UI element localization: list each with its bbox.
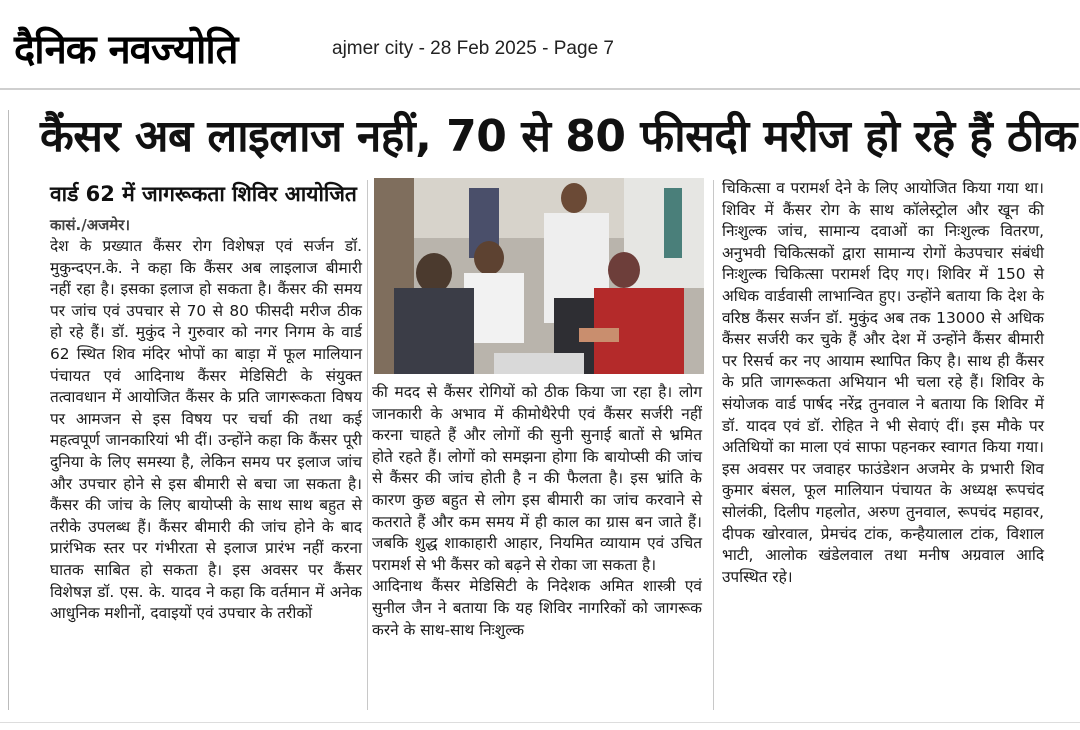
camp-photo-image: [374, 178, 704, 374]
column-1: [50, 236, 362, 625]
column-separator: [713, 180, 714, 710]
column-2-paragraph-2: आदिनाथ कैंसर मेडिसिटी के निदेशक अमित शास्त्री एवं सुनील जैन ने बताया कि यह शिविर नागरिकों को जागरूक करने के साथ-साथ निःशुल्क: [372, 577, 702, 639]
column-1-text: देश के प्रख्यात कैंसर रोग विशेषज्ञ एवं सर्जन डॉ. मुकुन्दएन.के. ने कहा कि कैंसर अब लाइलाज बीमारी नहीं रहा है। इसका इलाज हो सकता है। कैंसर की समय पर जांच एवं उपचार से 70 से 80 फीसदी मरीज ठीक हो रहे हैं। डॉ. मुकुंद ने गुरुवार को नगर निगम के वार्ड 62 स्थित शिव मंदिर भोपों का बाड़ा में फूल मालियान पंचायत एवं आदिनाथ कैंसर मेडिसिटी के संयुक्त तत्वावधान में आयोजित कैंसर के प्रति जागरूकता विषय पर आमजन से इस विषय पर चर्चा की तथा कई महत्वपूर्ण जानकारियां भी दीं। उन्होंने कहा कि कैंसर पूरी दुनिया के लिए समस्या है, लेकिन समय पर इलाज जांच और उपचार होने से इस बीमारी से बचा जा सकता है। कैंसर की जांच के लिए बायोप्सी के साथ साथ बहुत से तरीके उपलब्ध हैं। कैंसर बीमारी की जांच होने के बाद प्रारंभिक स्तर पर गंभीरता से इलाज प्रारंभ नहीं करना घातक साबित हो सकता है। इस अवसर पर कैंसर विशेषज्ञ डॉ. एस. के. यादव ने कहा कि वर्तमान में अनेक आधुनिक मशीनों, दवाइयों एवं उपचार के तरीकों: [50, 237, 362, 623]
column-3: [722, 178, 1044, 588]
news-photo: [374, 178, 704, 374]
subheading: वार्ड 62 में जागरूकता शिविर आयोजित: [50, 182, 357, 206]
edition-info: ajmer city - 28 Feb 2025 - Page 7: [332, 38, 614, 59]
bottom-rule: [0, 722, 1080, 723]
column-2-paragraph-1: की मदद से कैंसर रोगियों को ठीक किया जा रहा है। लोग जानकारी के अभाव में कीमोथैरेपी एवं कैंसर सर्जरी नहीं करना चाहते हैं और लोगों की सुनी सुनाई बातों से भ्रमित होते रहते हैं। लोगों को समझना होगा कि बायोप्सी की जांच से कैंसर की जांच होती है न की फैलता है। इस भ्रांति के कारण कुछ बहुत से लोग इस बीमारी का जांच करवाने से कतराते हैं और कम समय में ही काल का ग्रास बन जाते हैं। जबकि शुद्ध शाकाहारी आहार, नियमित व्यायाम एवं उचित परामर्श से भी कैंसर को बढ़ने से रोका जा सकता है।: [372, 383, 702, 574]
top-rule: [0, 88, 1080, 90]
column-separator: [367, 180, 368, 710]
headline: कैंसर अब लाइलाज नहीं, 70 से 80 फीसदी मरीज हो रहे हैं ठीक: [40, 111, 1077, 162]
column-2: [372, 382, 702, 641]
left-rule: [8, 110, 9, 710]
column-3-text: चिकित्सा व परामर्श देने के लिए आयोजित किया गया था। शिविर में कैंसर रोग के साथ कॉलेस्ट्रोल और खून की निःशुल्क जांच, सामान्य दवाओं का निःशुल्क वितरण, अनुभवी चिकित्सकों द्वारा सामान्य रोगों केउपचार संबंधी निःशुल्क चिकित्सा परामर्श दिए गए। शिविर में 150 से अधिक वार्डवासी लाभान्वित हुए। उन्होंने बताया कि देश के वरिष्ठ कैंसर सर्जन डॉ. मुकुंद अब तक 13000 से अधिक कैंसर सर्जरी कर चुके हैं और देश में उन्होंने कैंसर बीमारी पर रिसर्च कर नए आयाम स्थापित किए है। साथ ही कैंसर के प्रति जागरूकता अभियान भी चला रहे हैं। शिविर के संयोजक वार्ड पार्षद नरेंद्र तुनवाल ने बताया कि शिविर में डॉ. यादव एवं डॉ. रोहित ने भी सेवाएं दीं। इस मौके पर अतिथियों का माला एवं साफा पहनकर स्वागत किया गया। इस अवसर पर जवाहर फाउंडेशन अजमेर के प्रभारी शिव कुमार बंसल, फूल मालियान पंचायत के अध्यक्ष रूपचंद सोलंकी, दिलीप गहलोत, अरुण तुनवाल, रूपचंद महावर, दीपक खोरवाल, प्रेमचंद टांक, कन्हैयालाल टांक, विशाल भाटी, आलोक खंडेलवाल तथा मनीष अग्रवाल आदि उपस्थित रहे।: [722, 179, 1044, 586]
byline: कासं./अजमेर।: [50, 216, 131, 234]
masthead: दैनिक नवज्योति: [14, 27, 238, 73]
